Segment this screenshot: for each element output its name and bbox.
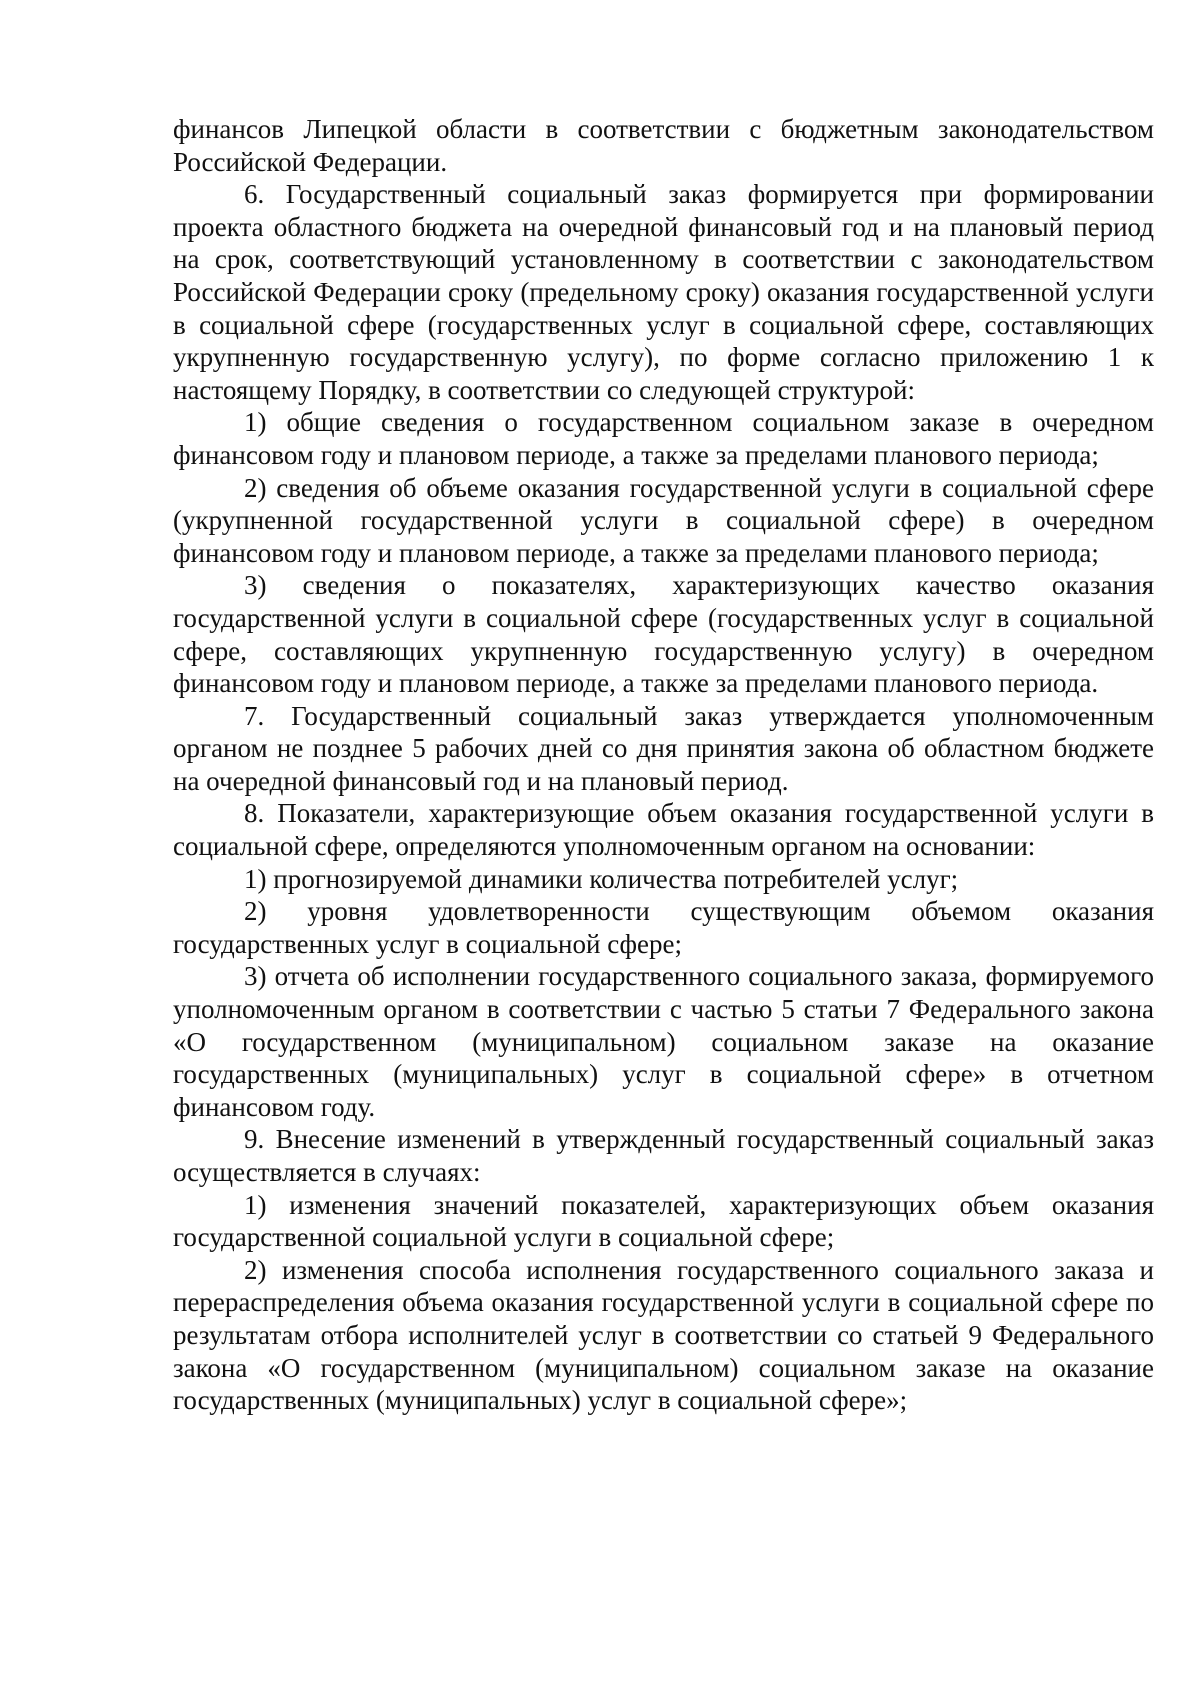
paragraph-item-8-3: 3) отчета об исполнении государственного социального заказа, формируемого уполномоченным органом в соответствии с частью 5 статьи 7 Федерального закона «О государственном (муниципальном) социальном заказе на оказание государственных (муниципальных) услуг в социальной сфере» в отчетном финансовом году. xyxy=(173,961,1154,1122)
paragraph-item-6: 6. Государственный социальный заказ формируется при формировании проекта областного бюджета на очередной финансовый год и на плановый период на срок, соответствующий установленному в соответствии с законодательством Российской Федерации сроку (предельному сроку) оказания государственной услуги в социальной сфере (государственных услуг в социальной сфере, составляющих укрупненную государственную услугу), по форме согласно приложению 1 к настоящему Порядку, в соответствии со следующей структурой: xyxy=(173,179,1154,405)
paragraph-item-9-2: 2) изменения способа исполнения государственного социального заказа и перераспределения объема оказания государственной услуги в социальной сфере по результатам отбора исполнителей услуг в соответствии со статьей 9 Федерального закона «О государственном (муниципальном) социальном заказе на оказание государственных (муниципальных) услуг в социальной сфере»; xyxy=(173,1254,1154,1416)
paragraph-item-8: 8. Показатели, характеризующие объем оказания государственной услуги в социальной сфере, определяются уполномоченным органом на основании: xyxy=(173,798,1154,862)
paragraph-continuation: финансов Липецкой области в соответствии с бюджетным законодательством Российской Федерации. xyxy=(173,114,1154,177)
paragraph-item-6-2: 2) сведения об объеме оказания государственной услуги в социальной сфере (укрупненной государственной услуги в социальной сфере) в очередном финансовом году и плановом периоде, а также за пределами планового периода; xyxy=(173,472,1154,568)
paragraph-item-6-3: 3) сведения о показателях, характеризующих качество оказания государственной услуги в социальной сфере (государственных услуг в социальной сфере, составляющих укрупненную государственную услугу) в очередном финансовом году и плановом периоде, а также за пределами планового периода. xyxy=(173,570,1154,699)
paragraph-item-9-1: 1) изменения значений показателей, характеризующих объем оказания государственной социальной услуги в социальной сфере; xyxy=(173,1189,1154,1253)
paragraph-item-8-1: 1) прогнозируемой динамики количества потребителей услуг; xyxy=(244,863,959,894)
paragraph-item-8-2: 2) уровня удовлетворенности существующим объемом оказания государственных услуг в социальной сфере; xyxy=(173,896,1154,959)
document-body xyxy=(173,113,1154,1417)
paragraph-item-6-1: 1) общие сведения о государственном социальном заказе в очередном финансовом году и плановом периоде, а также за пределами планового периода; xyxy=(173,407,1154,470)
paragraph-item-9: 9. Внесение изменений в утвержденный государственный социальный заказ осуществляется в случаях: xyxy=(173,1124,1154,1187)
paragraph-item-7: 7. Государственный социальный заказ утверждается уполномоченным органом не позднее 5 рабочих дней со дня принятия закона об областном бюджете на очередной финансовый год и на плановый период. xyxy=(173,700,1154,796)
